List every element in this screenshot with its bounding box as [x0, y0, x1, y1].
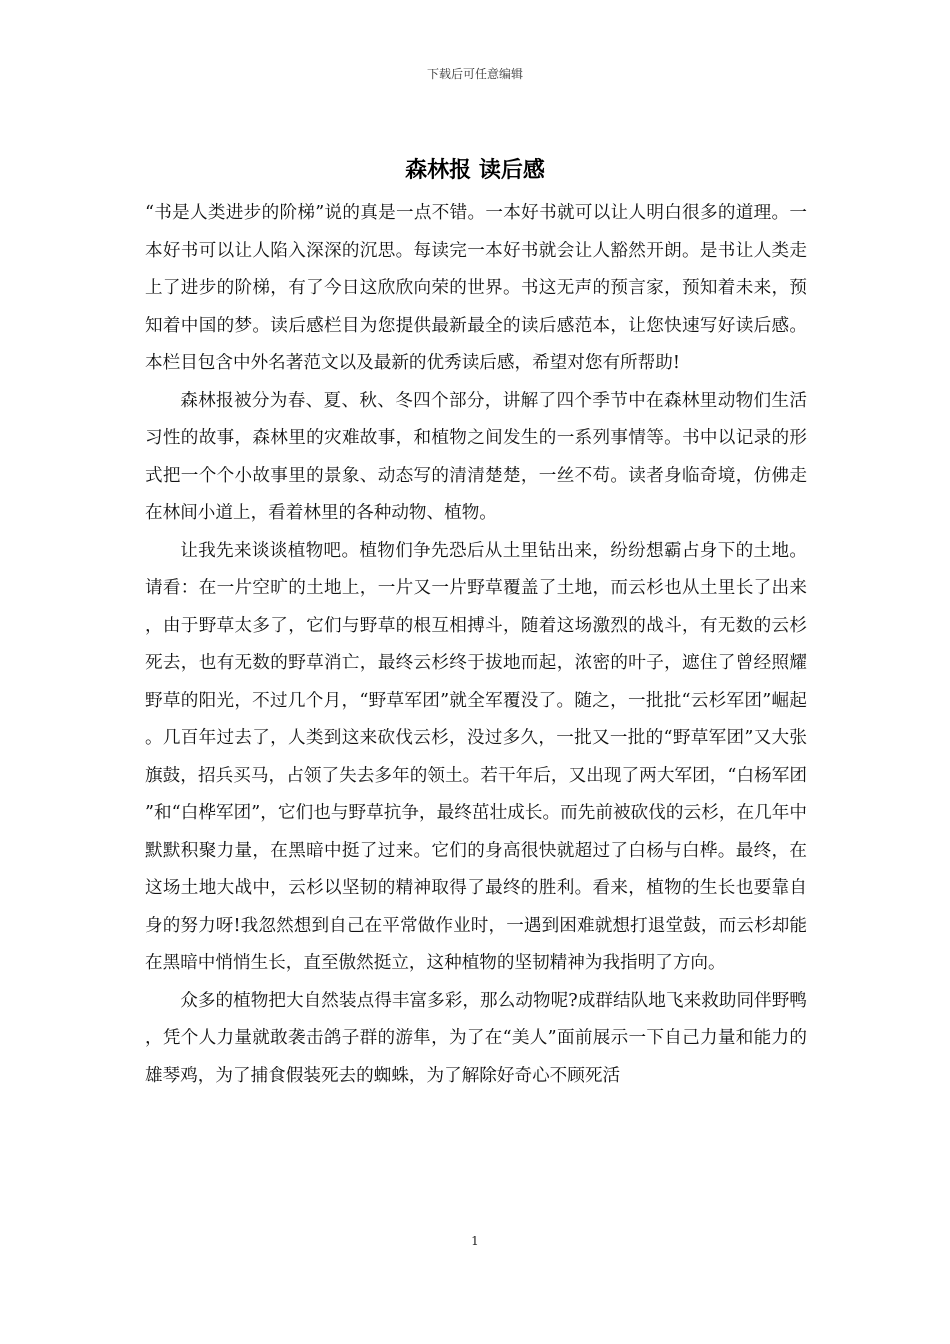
body-paragraph: 让我先来谈谈植物吧。植物们争先恐后从土里钻出来，纷纷想霸占身下的土地。请看：在一片空旷的土地上，一片又一片野草覆盖了土地，而云杉也从土里长了出来，由于野草太多了，它们与野草的根互相搏斗，随着这场激烈的战斗，有无数的云杉死去，也有无数的野草消亡，最终云杉终于拔地而起，浓密的叶子，遮住了曾经照耀野草的阳光，不过几个月，“野草军团”就全军覆没了。随之，一批批“云杉军团”崛起。几百年过去了，人类到这来砍伐云杉，没过多久，一批又一批的“野草军团”又大张旗鼓，招兵买马，占领了失去多年的领土。若干年后，又出现了两大军团，“白杨军团”和“白桦军团”，它们也与野草抗争，最终茁壮成长。而先前被砍伐的云杉，在几年中默默积聚力量，在黑暗中挺了过来。它们的身高很快就超过了白杨与白桦。最终，在这场土地大战中，云杉以坚韧的精神取得了最终的胜利。看来，植物的生长也要靠自身的努力呀!我忽然想到自己在平常做作业时，一遇到困难就想打退堂鼓，而云杉却能在黑暗中悄悄生长，直至傲然挺立，这种植物的坚韧精神为我指明了方向。	[145, 540, 807, 973]
intro-paragraph: “书是人类进步的阶梯”说的真是一点不错。一本好书就可以让人明白很多的道理。一本好书可以让人陷入深深的沉思。每读完一本好书就会让人豁然开朗。是书让人类走上了进步的阶梯，有了今日这欣欣向荣的世界。书这无声的预言家，预知着未来，预知着中国的梦。读后感栏目为您提供最新最全的读后感范本，让您快速写好读后感。本栏目包含中外名著范文以及最新的优秀读后感，希望对您有所帮助!	[145, 203, 807, 373]
body-paragraph: 森林报被分为春、夏、秋、冬四个部分，讲解了四个季节中在森林里动物们生活习性的故事，森林里的灾难故事，和植物之间发生的一系列事情等。书中以记录的形式把一个个小故事里的景象、动态写的清清楚楚，一丝不苟。读者身临奇境，仿佛走在林间小道上，看着林里的各种动物、植物。	[145, 390, 807, 523]
document-title: 森林报 读后感	[405, 158, 545, 183]
page-number: 1	[471, 1234, 479, 1248]
body-paragraph: 众多的植物把大自然装点得丰富多彩，那么动物呢?成群结队地飞来救助同伴野鸭，凭个人力量就敢袭击鸽子群的游隼，为了在“美人”面前展示一下自己力量和能力的雄琴鸡，为了捕食假装死去的蜘蛛，为了解除好奇心不顾死活	[145, 990, 807, 1086]
page-header: 下载后可任意编辑	[426, 67, 523, 81]
document-body	[145, 195, 807, 1095]
